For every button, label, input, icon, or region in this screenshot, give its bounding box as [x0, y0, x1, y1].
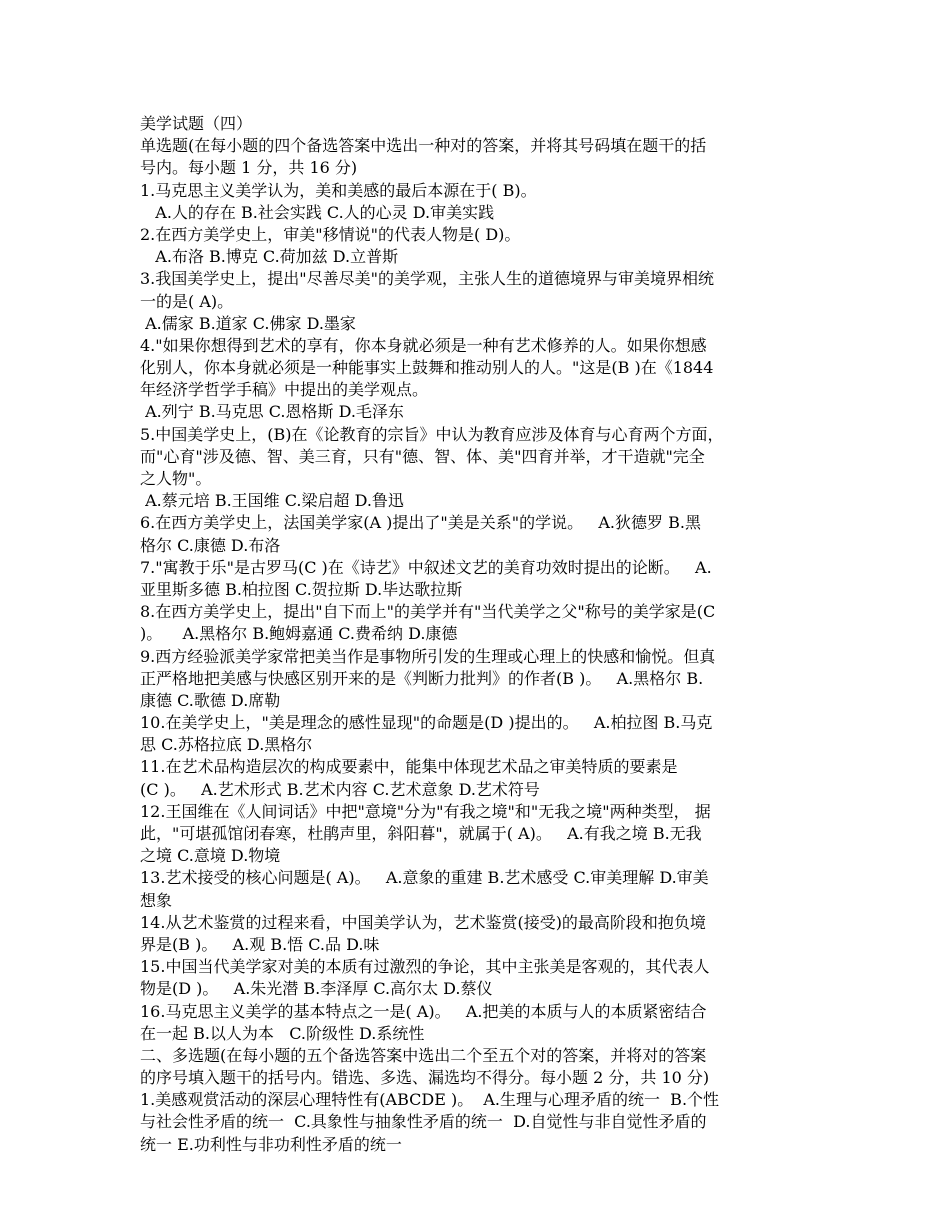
- text-line: 格尔 C.康德 D.布洛: [140, 535, 281, 555]
- text-line: 界是(B )。 A.观 B.悟 C.品 D.味: [140, 934, 380, 954]
- text-line: 6.在西方美学史上，法国美学家(A )提出了"美是关系"的学说。 A.狄德罗 B.黑: [140, 513, 701, 533]
- text-line: 13.艺术接受的核心问题是( A)。 A.意象的重建 B.艺术感受 C.审美理解 D.审美: [140, 868, 709, 888]
- text-line: 而"心育"涉及德、智、美三育，只有"德、智、体、美"四育并举，才干造就"完全: [140, 446, 705, 466]
- text-line: 二、多选题(在每小题的五个备选答案中选出二个至五个对的答案，并将对的答案: [140, 1045, 707, 1065]
- text-line: 11.在艺术品构造层次的构成要素中，能集中体现艺术品之审美特质的要素是: [140, 757, 678, 777]
- text-line: A.人的存在 B.社会实践 C.人的心灵 D.审美实践: [140, 202, 495, 222]
- text-line: 想象: [140, 890, 173, 910]
- text-line: )。 A.黑格尔 B.鲍姆嘉通 C.费希纳 D.康德: [140, 624, 458, 644]
- text-line: 此，"可堪孤馆闭春寒，杜鹃声里，斜阳暮"，就属于( A)。 A.有我之境 B.无我: [140, 824, 702, 843]
- text-line: 之人物"。: [140, 469, 212, 488]
- text-line: 年经济学哲学手稿》中提出的美学观点。: [140, 380, 429, 400]
- document-page: [140, 113, 815, 1156]
- text-line: 5.中国美学史上，(B)在《论教育的宗旨》中认为教育应涉及体育与心育两个方面，: [140, 424, 724, 444]
- text-line: 1.美感观赏活动的深层心理特性有(ABCDE )。 A.生理与心理矛盾的统一 B.个性: [140, 1090, 720, 1110]
- text-line: 物是(D )。 A.朱光潜 B.李泽厚 C.高尔太 D.蔡仪: [140, 979, 493, 999]
- text-line: 与社会性矛盾的统一 C.具象性与抽象性矛盾的统一 D.自觉性与非自觉性矛盾的: [140, 1112, 707, 1132]
- text-line: 8.在西方美学史上，提出"自下而上"的美学并有"当代美学之父"称号的美学家是(C: [140, 602, 716, 622]
- text-line: 号内。每小题 1 分，共 16 分): [140, 158, 358, 178]
- text-line: 一的是( A)。: [140, 291, 234, 311]
- text-line: 的序号填入题干的括号内。错选、多选、漏选均不得分。每小题 2 分，共 10 分): [140, 1068, 710, 1088]
- text-line: 之境 C.意境 D.物境: [140, 846, 281, 866]
- text-line: 4."如果你想得到艺术的享有，你本身就必须是一种有艺术修养的人。如果你想感: [140, 335, 707, 355]
- text-line: A.布洛 B.博克 C.荷加兹 D.立普斯: [140, 247, 399, 267]
- text-line: 思 C.苏格拉底 D.黑格尔: [140, 735, 313, 755]
- text-line: 康德 C.歌德 D.席勒: [140, 690, 281, 710]
- text-line: 3.我国美学史上，提出"尽善尽美"的美学观，主张人生的道德境界与审美境界相统: [140, 269, 714, 289]
- text-line: 9.西方经验派美学家常把美当作是事物所引发的生理或心理上的快感和愉悦。但真: [140, 646, 716, 666]
- text-line: 14.从艺术鉴赏的过程来看，中国美学认为，艺术鉴赏(接受)的最高阶段和抱负境: [140, 912, 706, 932]
- text-line: 16.马克思主义美学的基本特点之一是( A)。 A.把美的本质与人的本质紧密结合: [140, 1001, 707, 1021]
- text-line: A.蔡元培 B.王国维 C.梁启超 D.鲁迅: [140, 491, 404, 511]
- text-line: A.列宁 B.马克思 C.恩格斯 D.毛泽东: [140, 402, 404, 422]
- text-line: 1.马克思主义美学认为，美和美感的最后本源在于( B)。: [140, 180, 537, 200]
- text-line: 15.中国当代美学家对美的本质有过激烈的争论，其中主张美是客观的，其代表人: [140, 957, 710, 977]
- text-line: 亚里斯多德 B.柏拉图 C.贺拉斯 D.毕达歌拉斯: [140, 579, 463, 599]
- text-line: 10.在美学史上，"美是理念的感性显现"的命题是(D )提出的。 A.柏拉图 B.马克: [140, 713, 713, 733]
- text-line: 单选题(在每小题的四个备选答案中选出一种对的答案，并将其号码填在题干的括: [140, 136, 707, 156]
- text-line: 在一起 B.以人为本 C.阶级性 D.系统性: [140, 1023, 425, 1043]
- text-line: 2.在西方美学史上，审美"移情说"的代表人物是( D)。: [140, 224, 521, 244]
- text-line: 12.王国维在《人间词话》中把"意境"分为"有我之境"和"无我之境"两种类型， 据: [140, 801, 711, 821]
- text-line: (C )。 A.艺术形式 B.艺术内容 C.艺术意象 D.艺术符号: [140, 779, 540, 799]
- text-line: 7."寓教于乐"是古罗马(C )在《诗艺》中叙述文艺的美育功效时提出的论断。 A.: [140, 557, 712, 577]
- text-line: A.儒家 B.道家 C.佛家 D.墨家: [140, 313, 356, 333]
- text-line: 美学试题（四）: [140, 114, 253, 133]
- text-line: 统一 E.功利性与非功利性矛盾的统一: [140, 1134, 402, 1154]
- text-line: 化别人，你本身就必须是一种能事实上鼓舞和推动别人的人。"这是(B )在《1844: [140, 358, 714, 378]
- text-line: 正严格地把美感与快感区别开来的是《判断力批判》的作者(B )。 A.黑格尔 B.: [140, 668, 704, 688]
